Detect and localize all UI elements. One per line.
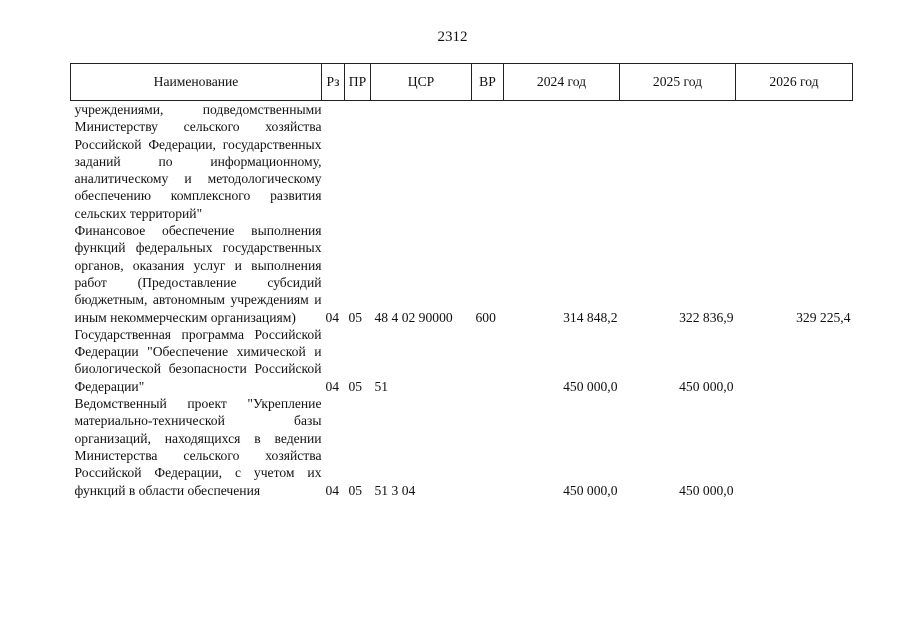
row-rz <box>322 101 345 223</box>
row-2025: 322 836,9 <box>679 309 734 325</box>
row-csr: 51 3 04 <box>374 482 416 498</box>
header-2025: 2025 год <box>620 64 736 101</box>
header-vr: ВР <box>472 64 504 101</box>
row-name: Финансовое обеспечение выполнения функций федеральных государственных органов, оказания услуг и выполнения работ (Предоставление субсидий бюджетным, автономным учреждениям и иным некоммерческим организациям) <box>74 223 322 325</box>
row-rz: 04 <box>325 378 340 394</box>
header-2024: 2024 год <box>504 64 620 101</box>
row-rz: 04 <box>325 482 340 498</box>
row-name: Ведомственный проект "Укрепление материально-технической базы организаций, находящихся в ведении Министерства сельского хозяйства Российской Федерации, с учетом их функций в области обеспечения <box>74 396 322 498</box>
row-rz: 04 <box>325 309 340 325</box>
row-name: учреждениями, подведомственными Министерству сельского хозяйства Российской Федерации, государственных заданий по информационному, аналитическому и методологическому обеспечению комплексного развития сельских территорий" <box>74 102 322 221</box>
header-2026: 2026 год <box>736 64 853 101</box>
page-number: 2312 <box>437 29 468 45</box>
table-row <box>71 222 853 326</box>
row-vr <box>472 101 504 223</box>
table-row <box>71 101 853 223</box>
row-pr: 05 <box>348 309 363 325</box>
row-vr: 600 <box>475 309 496 325</box>
row-2024: 450 000,0 <box>563 378 618 394</box>
header-pr: ПР <box>345 64 371 101</box>
header-rz: Рз <box>322 64 345 101</box>
table-header <box>71 64 853 101</box>
row-csr: 51 <box>374 378 389 394</box>
row-name: Государственная программа Российской Федерации "Обеспечение химической и биологической безопасности Российской Федерации" <box>74 326 322 394</box>
header-csr: ЦСР <box>371 64 472 101</box>
row-vr <box>472 326 504 395</box>
row-pr <box>345 101 371 223</box>
header-name: Наименование <box>71 64 322 101</box>
budget-table <box>70 63 853 499</box>
table-row <box>71 326 853 395</box>
row-pr: 05 <box>348 378 363 394</box>
row-2024: 450 000,0 <box>563 482 618 498</box>
row-2026 <box>736 326 853 395</box>
row-2025: 450 000,0 <box>679 482 734 498</box>
row-csr: 48 4 02 90000 <box>374 309 453 325</box>
table-row <box>71 395 853 499</box>
row-2025 <box>620 101 736 223</box>
header-row <box>71 64 853 101</box>
row-2025: 450 000,0 <box>679 378 734 394</box>
table-body <box>71 101 853 499</box>
row-2024: 314 848,2 <box>563 309 618 325</box>
row-2026 <box>736 101 853 223</box>
row-2026 <box>736 395 853 499</box>
row-2024 <box>504 101 620 223</box>
row-csr <box>371 101 472 223</box>
row-2026: 329 225,4 <box>796 309 851 325</box>
row-vr <box>472 395 504 499</box>
row-pr: 05 <box>348 482 363 498</box>
